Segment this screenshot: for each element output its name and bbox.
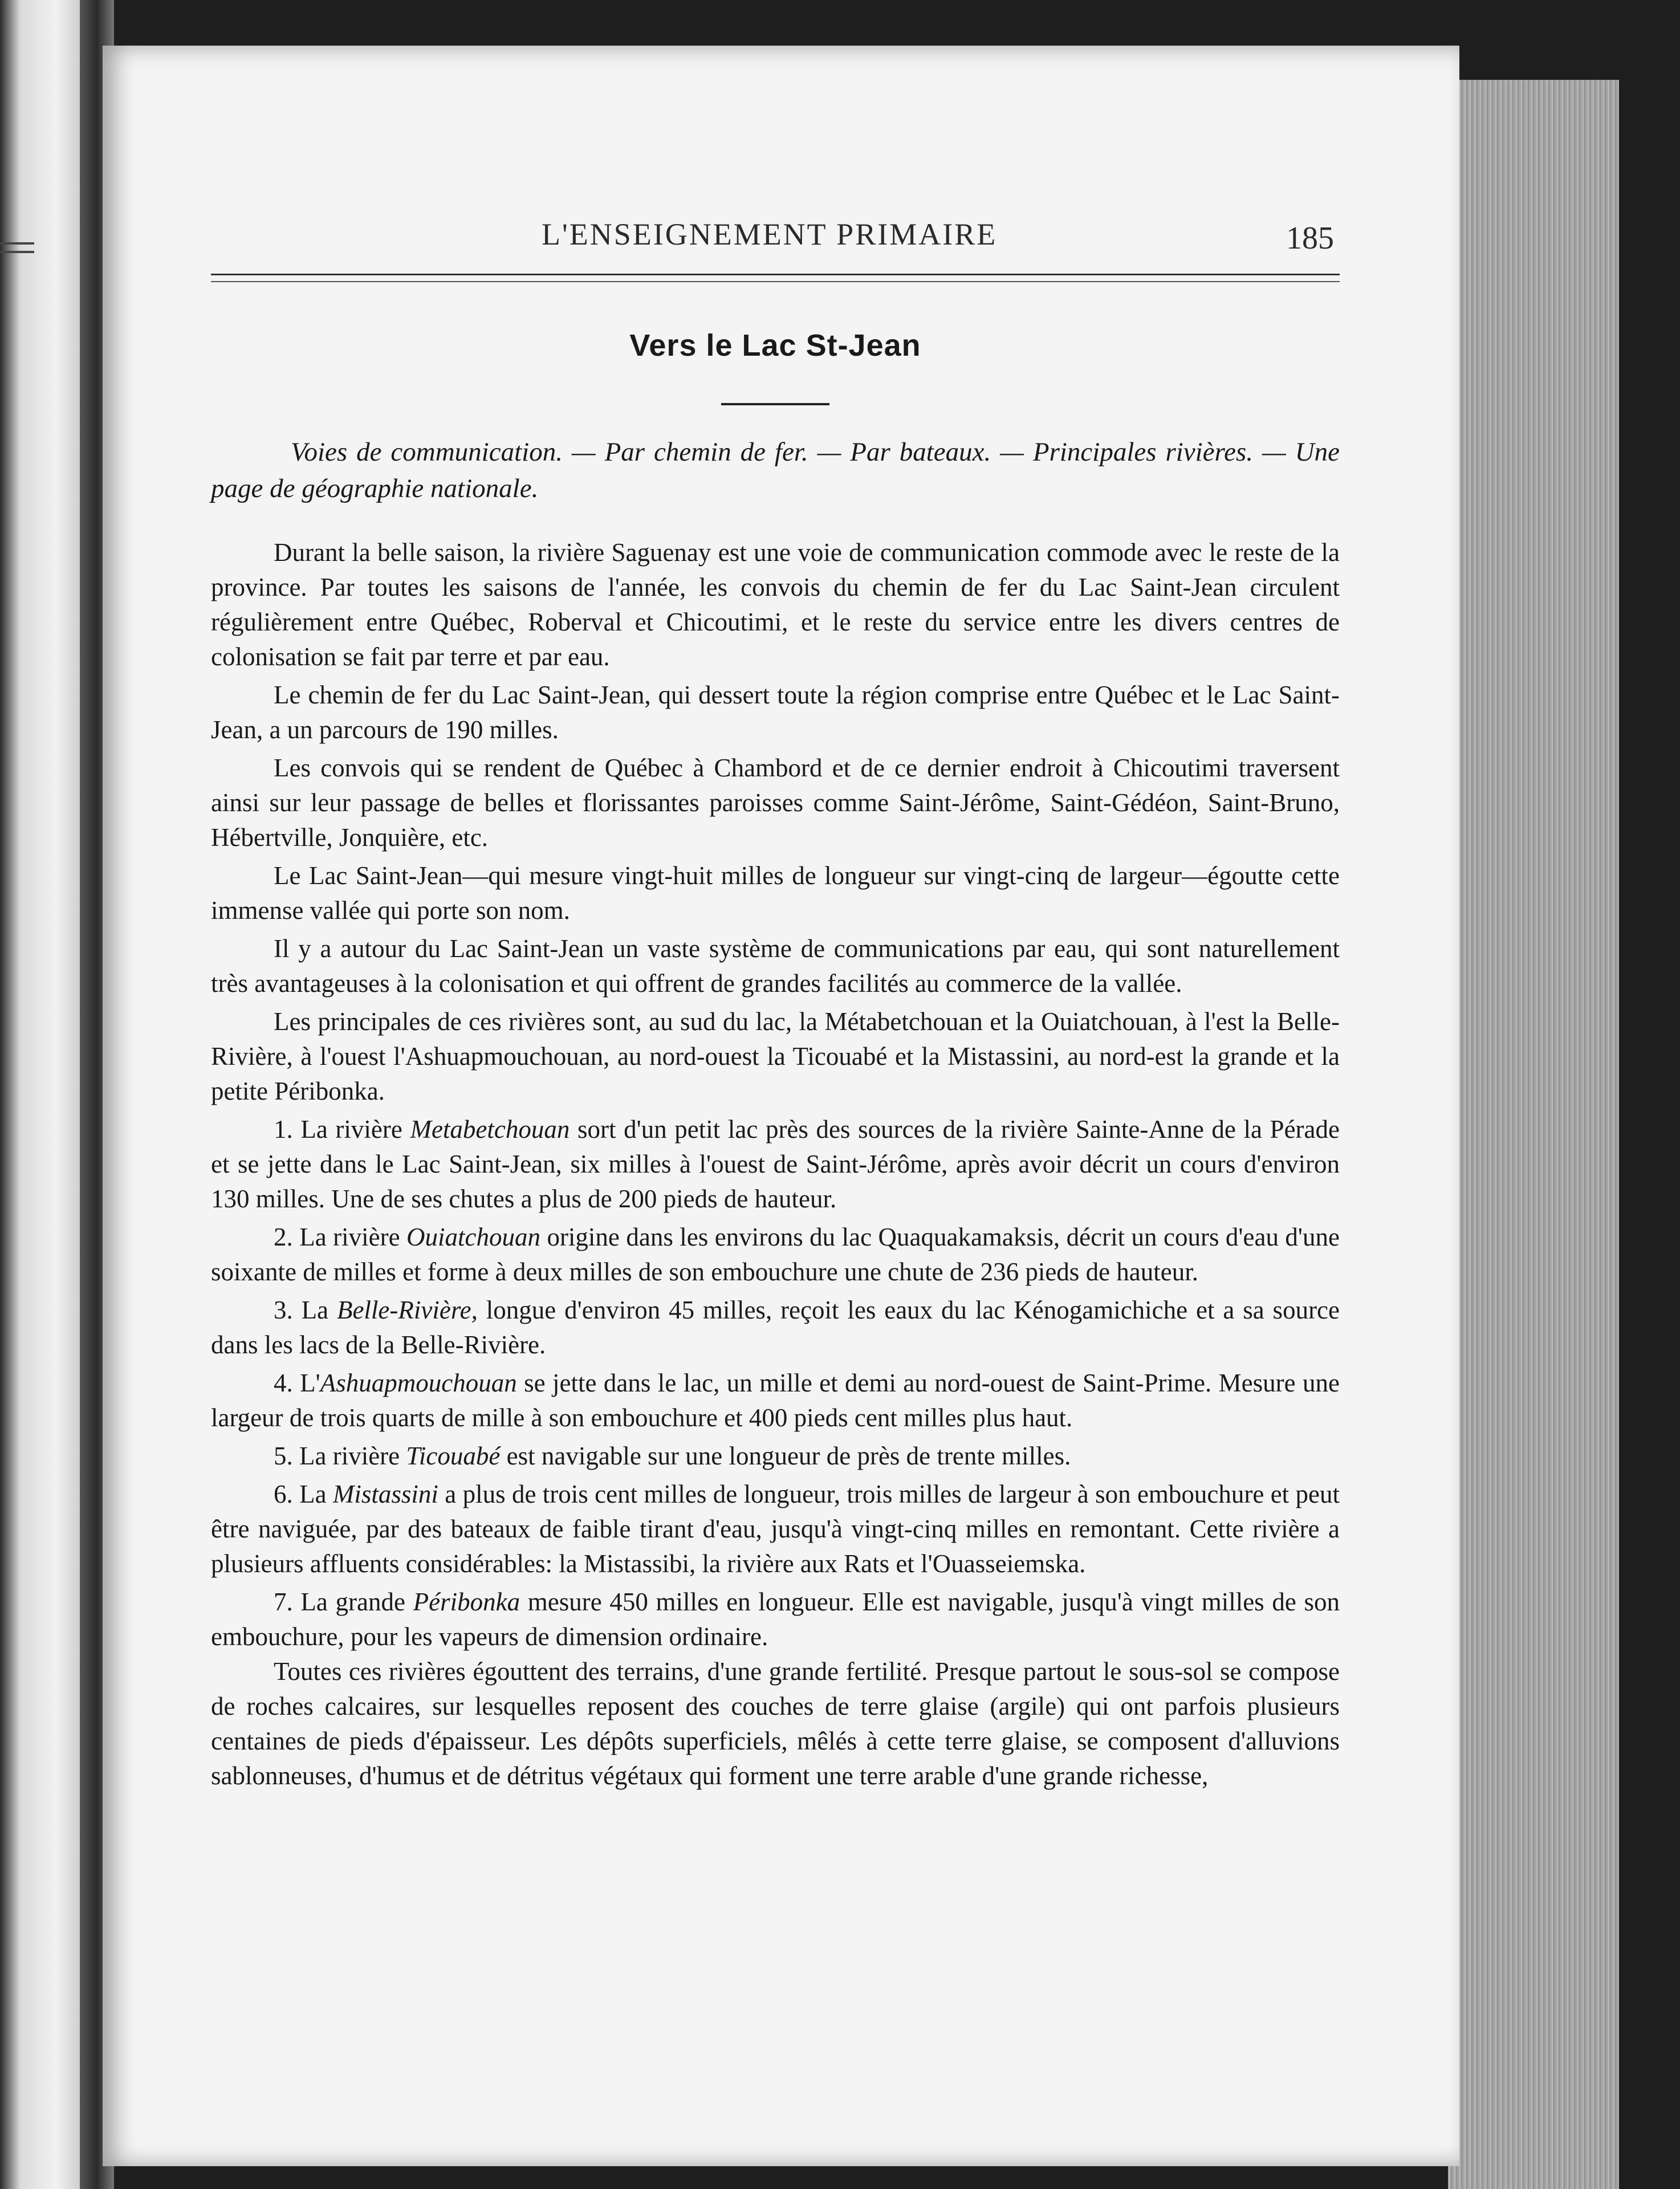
river-item [211, 1293, 1340, 1362]
paragraph: Il y a autour du Lac Saint-Jean un vaste système de communications par eau, qui sont naturellement très avantageuses à la colonisation et qui offrent de grandes facilités au commerce de la vallée. [211, 934, 1340, 998]
river-name: Ashuapmouchouan [320, 1369, 517, 1397]
previous-page-mark [0, 251, 34, 253]
river-name: Belle-Rivière, [336, 1296, 478, 1324]
previous-page-mark [0, 242, 34, 245]
river-item [211, 1477, 1340, 1581]
river-prefix: 1. La rivière [274, 1115, 410, 1144]
river-prefix: 7. La grande [274, 1588, 413, 1616]
river-prefix: 5. La rivière [274, 1442, 406, 1470]
river-text: sort d'un petit lac près des sources de la rivière Sainte-Anne de la Pérade et se jette dans le Lac Saint-Jean, six milles à l'ouest de Saint-Jérôme, après avoir décrit un cours d'environ 130 milles. Une de ses chutes a plus de 200 pieds de hauteur. [211, 1115, 1340, 1213]
river-name: Ticouabé [406, 1442, 501, 1470]
paragraph: Le Lac Saint-Jean—qui mesure vingt-huit milles de longueur sur vingt-cinq de largeur—égoutte cette immense vallée qui porte son nom. [211, 861, 1340, 925]
paragraph: Le chemin de fer du Lac Saint-Jean, qui dessert toute la région comprise entre Québec et le Lac Saint-Jean, a un parcours de 190 milles. [211, 681, 1340, 744]
header-rule [211, 274, 1340, 282]
river-text: origine dans les environs du lac Quaquakamaksis, décrit un cours d'eau d'une soixante de milles et forme à deux milles de son embouchure une chute de 236 pieds de hauteur. [211, 1223, 1340, 1286]
river-text: longue d'environ 45 milles, reçoit les eaux du lac Kénogamichiche et a sa source dans les lacs de la Belle-Rivière. [211, 1296, 1340, 1359]
paragraph: Les principales de ces rivières sont, au sud du lac, la Métabetchouan et la Ouiatchouan, à l'est la Belle-Rivière, à l'ouest l'Ashuapmouchouan, au nord-ouest la Ticouabé et la Mistassini, au nord-est la grande et la petite Péribonka. [211, 1007, 1340, 1105]
river-text: se jette dans le lac, un mille et demi au nord-ouest de Saint-Prime. Mesure une largeur de trois quarts de mille à son embouchure et 400 pieds cent milles plus haut. [211, 1369, 1340, 1432]
paragraph: Durant la belle saison, la rivière Saguenay est une voie de communication commode avec le reste de la province. Par toutes les saisons de l'année, les convois du chemin de fer du Lac Saint-Jean circulent régulièrement entre Québec, Roberval et Chicoutimi, et le reste du service entre les divers centres de colonisation se fait par terre et par eau. [211, 538, 1340, 671]
river-name: Ouiatchouan [406, 1223, 540, 1251]
article-summary: Voies de communication. — Par chemin de fer. — Par bateaux. — Principales rivières. — Une page de géographie nationale. [211, 437, 1340, 503]
paragraph: Les convois qui se rendent de Québec à Chambord et de ce dernier endroit à Chicoutimi traversent ainsi sur leur passage de belles et florissantes paroisses comme Saint-Jérôme, Saint-Gédéon, Saint-Bruno, Hébertville, Jonquière, etc. [211, 754, 1340, 852]
river-item [211, 1220, 1340, 1289]
river-prefix: 3. La [274, 1296, 337, 1324]
river-text: mesure 450 milles en longueur. Elle est navigable, jusqu'à vingt milles de son embouchure, pour les vapeurs de dimension ordinaire. [211, 1588, 1340, 1651]
title-rule [721, 403, 829, 405]
river-item [211, 1112, 1340, 1216]
river-list [211, 1112, 1340, 1654]
river-prefix: 4. L' [274, 1369, 320, 1397]
river-prefix: 6. La [274, 1480, 333, 1508]
river-item [211, 1439, 1340, 1474]
river-name: Péribonka [413, 1588, 520, 1616]
river-prefix: 2. La rivière [274, 1223, 406, 1251]
river-item [211, 1366, 1340, 1435]
running-title: L'ENSEIGNEMENT PRIMAIRE [542, 217, 998, 251]
river-name: Mistassini [332, 1480, 438, 1508]
book-page-edges [1448, 80, 1619, 2189]
page-number: 185 [1286, 221, 1334, 256]
closing-paragraph: Toutes ces rivières égouttent des terrains, d'une grande fertilité. Presque partout le sous-sol se compose de roches calcaires, sur lesquelles reposent des couches de terre glaise (argile) qui ont parfois plusieurs centaines de pieds d'épaisseur. Les dépôts superficiels, mêlés à cette terre glaise, se composent d'alluvions sablonneuses, d'humus et de détritus végétaux qui forment une terre arable d'une grande richesse, [211, 1657, 1340, 1790]
river-name: Metabetchouan [410, 1115, 570, 1144]
book-page [103, 46, 1459, 2166]
previous-page-edge [0, 0, 80, 2189]
page-content [211, 217, 1340, 1793]
article-title: Vers le Lac St-Jean [629, 328, 921, 363]
river-text: est navigable sur une longueur de près de trente milles. [500, 1442, 1071, 1470]
river-item [211, 1585, 1340, 1654]
running-header [211, 217, 1340, 268]
article-body [211, 535, 1340, 1793]
river-text: a plus de trois cent milles de longueur, trois milles de largeur à son embouchure et peut être naviguée, par des bateaux de faible tirant d'eau, jusqu'à vingt-cinq milles en remontant. Cette rivière a plusieurs affluents considérables: la Mistassibi, la rivière aux Rats et l'Ouasseiemska. [211, 1480, 1340, 1578]
